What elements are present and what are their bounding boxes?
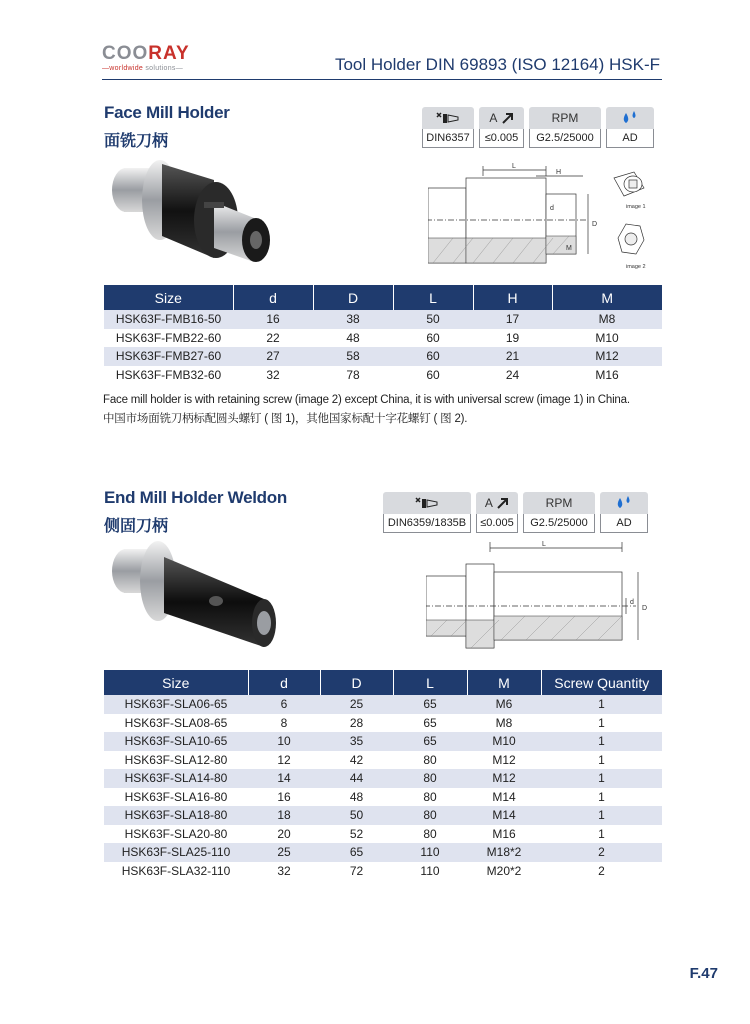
column-header: d [233, 285, 313, 310]
spec-coolant-value: AD [606, 129, 654, 148]
coolant-drops-icon [606, 107, 654, 129]
value-cell: 21 [473, 347, 552, 366]
column-header: Size [104, 285, 233, 310]
value-cell: 80 [423, 789, 437, 804]
value-cell: 65 [393, 695, 467, 714]
value-cell: M14 [492, 789, 516, 804]
column-header: D [313, 285, 393, 310]
size-cell: HSK63F-SLA06-65 [104, 695, 248, 714]
value-cell: M8 [495, 715, 513, 730]
value-cell: 60 [426, 367, 440, 382]
logo-text-coo: COO [102, 43, 149, 64]
section1-subtitle: 面铣刀柄 [104, 133, 169, 150]
drawing1-label-M: M [566, 245, 572, 252]
drawing2-label-L: L [542, 541, 546, 548]
drawing2-label-d: d [630, 599, 634, 606]
table-header-row [104, 670, 662, 695]
column-header: d [248, 670, 320, 695]
value-cell: 27 [233, 347, 313, 366]
column-header: L [393, 670, 467, 695]
size-cell: HSK63F-SLA32-110 [121, 863, 231, 878]
size-cell: HSK63F-FMB16-50 [104, 310, 233, 329]
value-cell: 16 [277, 789, 291, 804]
face-mill-holder-photo [104, 150, 304, 285]
value-cell: 14 [248, 769, 320, 788]
drawing1-image1-caption: image 1 [626, 204, 646, 210]
drawing2-label-D: D [642, 605, 648, 612]
spec-accuracy [476, 492, 518, 533]
table-row [104, 329, 662, 348]
spec-coolant [606, 107, 654, 148]
size-cell: HSK63F-FMB22-60 [115, 330, 222, 345]
value-cell: 60 [393, 347, 473, 366]
section1-note-chinese: 中国市场面铣刀柄标配圆头螺钉 ( 图 1)，其他国家标配十字花螺钉 ( 图 2). [103, 413, 468, 425]
value-cell: M16 [595, 367, 619, 382]
value-cell: M14 [467, 806, 541, 825]
value-cell: 48 [349, 789, 364, 804]
value-cell: 25 [320, 695, 393, 714]
spec-rpm-label: RPM [523, 492, 595, 514]
size-cell: HSK63F-FMB32-60 [115, 367, 222, 382]
spec-accuracy-label: A [489, 111, 498, 125]
size-cell: HSK63F-SLA25-110 [104, 843, 248, 862]
spec-accuracy-value: ≤0.005 [479, 129, 524, 148]
value-cell: 6 [248, 695, 320, 714]
section1-title: Face Mill Holder [104, 103, 230, 122]
spec-standard-value: DIN6359/1835B [383, 514, 471, 533]
coolant-drops-icon [600, 492, 648, 514]
value-cell: 1 [598, 826, 605, 841]
value-cell: 10 [248, 732, 320, 751]
value-cell: 72 [349, 863, 364, 878]
value-cell: M6 [467, 695, 541, 714]
logo-text-ray: RAY [148, 43, 190, 64]
value-cell: 48 [346, 330, 360, 345]
value-cell: 20 [277, 826, 291, 841]
table-row [104, 751, 662, 770]
value-cell: 58 [313, 347, 393, 366]
value-cell: 65 [393, 732, 467, 751]
value-cell: 80 [393, 769, 467, 788]
spec-accuracy-value: ≤0.005 [476, 514, 518, 533]
column-header: Screw Quantity [541, 670, 662, 695]
value-cell: 1 [598, 752, 605, 767]
page-header [0, 0, 750, 90]
section2-title: End Mill Holder Weldon [104, 488, 287, 507]
spec-rpm [529, 107, 601, 148]
drawing1-label-L: L [512, 163, 516, 170]
column-header: M [467, 670, 541, 695]
value-cell: 65 [320, 843, 393, 862]
drawing1-label-H: H [556, 169, 562, 176]
table-row [104, 695, 662, 714]
end-mill-holder-drawing [426, 540, 662, 665]
value-cell: 35 [320, 732, 393, 751]
column-header: L [393, 285, 473, 310]
value-cell: M8 [552, 310, 662, 329]
value-cell: 17 [473, 310, 552, 329]
table-row [104, 714, 662, 733]
table-row [104, 843, 662, 862]
spec-rpm-label: RPM [529, 107, 601, 129]
value-cell: M12 [552, 347, 662, 366]
drawing1-label-D: D [592, 221, 598, 228]
value-cell: 60 [426, 330, 440, 345]
table-row [104, 769, 662, 788]
value-cell: 32 [266, 367, 280, 382]
value-cell: M18*2 [467, 843, 541, 862]
value-cell: 1 [541, 769, 662, 788]
table-row [104, 788, 662, 807]
value-cell: 19 [505, 330, 520, 345]
size-cell: HSK63F-SLA14-80 [104, 769, 248, 788]
end-mill-holder-table [104, 670, 662, 880]
value-cell: 80 [423, 752, 437, 767]
value-cell: 110 [393, 843, 467, 862]
spec-coolant-value: AD [600, 514, 648, 533]
value-cell: 8 [280, 715, 288, 730]
value-cell: M10 [595, 330, 619, 345]
section1-spec-boxes [422, 107, 654, 148]
value-cell: 110 [420, 863, 440, 878]
header-divider [102, 79, 662, 80]
table-row [104, 806, 662, 825]
spec-clamp [422, 107, 474, 148]
spec-rpm-value: G2.5/25000 [523, 514, 595, 533]
value-cell: 50 [393, 310, 473, 329]
value-cell: 1 [541, 806, 662, 825]
face-mill-holder-table [104, 285, 662, 384]
value-cell: 38 [313, 310, 393, 329]
size-cell: HSK63F-FMB27-60 [104, 347, 233, 366]
value-cell: M12 [492, 752, 516, 767]
value-cell: M10 [467, 732, 541, 751]
spec-rpm-value: G2.5/25000 [529, 129, 601, 148]
table-row [104, 366, 662, 385]
value-cell: 80 [423, 826, 437, 841]
section1-note-english: Face mill holder is with retaining screw (image 2) except China, it is with universal screw (image 1) in China. [103, 394, 630, 406]
value-cell: 2 [541, 843, 662, 862]
column-header: H [473, 285, 552, 310]
value-cell: 28 [349, 715, 364, 730]
arrow-up-right-icon [501, 112, 514, 125]
value-cell: M12 [467, 769, 541, 788]
value-cell: 52 [349, 826, 364, 841]
value-cell: 1 [598, 789, 605, 804]
logo-tagline-a: —worldwide [102, 65, 144, 72]
value-cell: 78 [346, 367, 360, 382]
size-cell: HSK63F-SLA12-80 [124, 752, 228, 767]
tool-clamp-icon [422, 107, 474, 129]
size-cell: HSK63F-SLA16-80 [124, 789, 228, 804]
drawing1-image2-caption: image 2 [626, 264, 646, 270]
size-cell: HSK63F-SLA08-65 [124, 715, 228, 730]
spec-accuracy [479, 107, 524, 148]
section2-spec-boxes [383, 492, 648, 533]
table-row [104, 825, 662, 844]
value-cell: 44 [320, 769, 393, 788]
face-mill-holder-drawing [428, 158, 658, 278]
value-cell: M16 [492, 826, 516, 841]
column-header: Size [104, 670, 248, 695]
arrow-up-right-icon [496, 497, 509, 510]
value-cell: 22 [266, 330, 280, 345]
value-cell: 65 [423, 715, 437, 730]
document-title: Tool Holder DIN 69893 (ISO 12164) HSK-F [334, 55, 660, 74]
value-cell: 18 [248, 806, 320, 825]
spec-coolant [600, 492, 648, 533]
end-mill-holder-photo [104, 535, 284, 665]
section2-subtitle: 侧固刀柄 [104, 518, 169, 535]
tool-clamp-icon [383, 492, 471, 514]
value-cell: 32 [277, 863, 291, 878]
value-cell: 2 [598, 863, 605, 878]
size-cell: HSK63F-SLA18-80 [104, 806, 248, 825]
value-cell: M20*2 [486, 863, 522, 878]
column-header: M [552, 285, 662, 310]
value-cell: 12 [277, 752, 291, 767]
cooray-logo [102, 44, 190, 72]
column-header: D [320, 670, 393, 695]
table-row [104, 347, 662, 366]
size-cell: HSK63F-SLA20-80 [124, 826, 228, 841]
value-cell: 1 [541, 732, 662, 751]
table-row [104, 862, 662, 881]
value-cell: 16 [233, 310, 313, 329]
value-cell: 80 [393, 806, 467, 825]
size-cell: HSK63F-SLA10-65 [104, 732, 248, 751]
value-cell: 1 [598, 715, 605, 730]
table-row [104, 310, 662, 329]
drawing1-label-d: d [550, 205, 554, 212]
spec-clamp [383, 492, 471, 533]
value-cell: 25 [248, 843, 320, 862]
page-number: F.47 [689, 965, 718, 982]
value-cell: 1 [541, 695, 662, 714]
spec-accuracy-label: A [484, 496, 493, 510]
logo-tagline-b: solutions— [143, 65, 183, 72]
table-row [104, 732, 662, 751]
spec-rpm [523, 492, 595, 533]
value-cell: 50 [320, 806, 393, 825]
table-header-row [104, 285, 662, 310]
spec-standard-value: DIN6357 [422, 129, 474, 148]
value-cell: 24 [505, 367, 520, 382]
value-cell: 42 [349, 752, 364, 767]
